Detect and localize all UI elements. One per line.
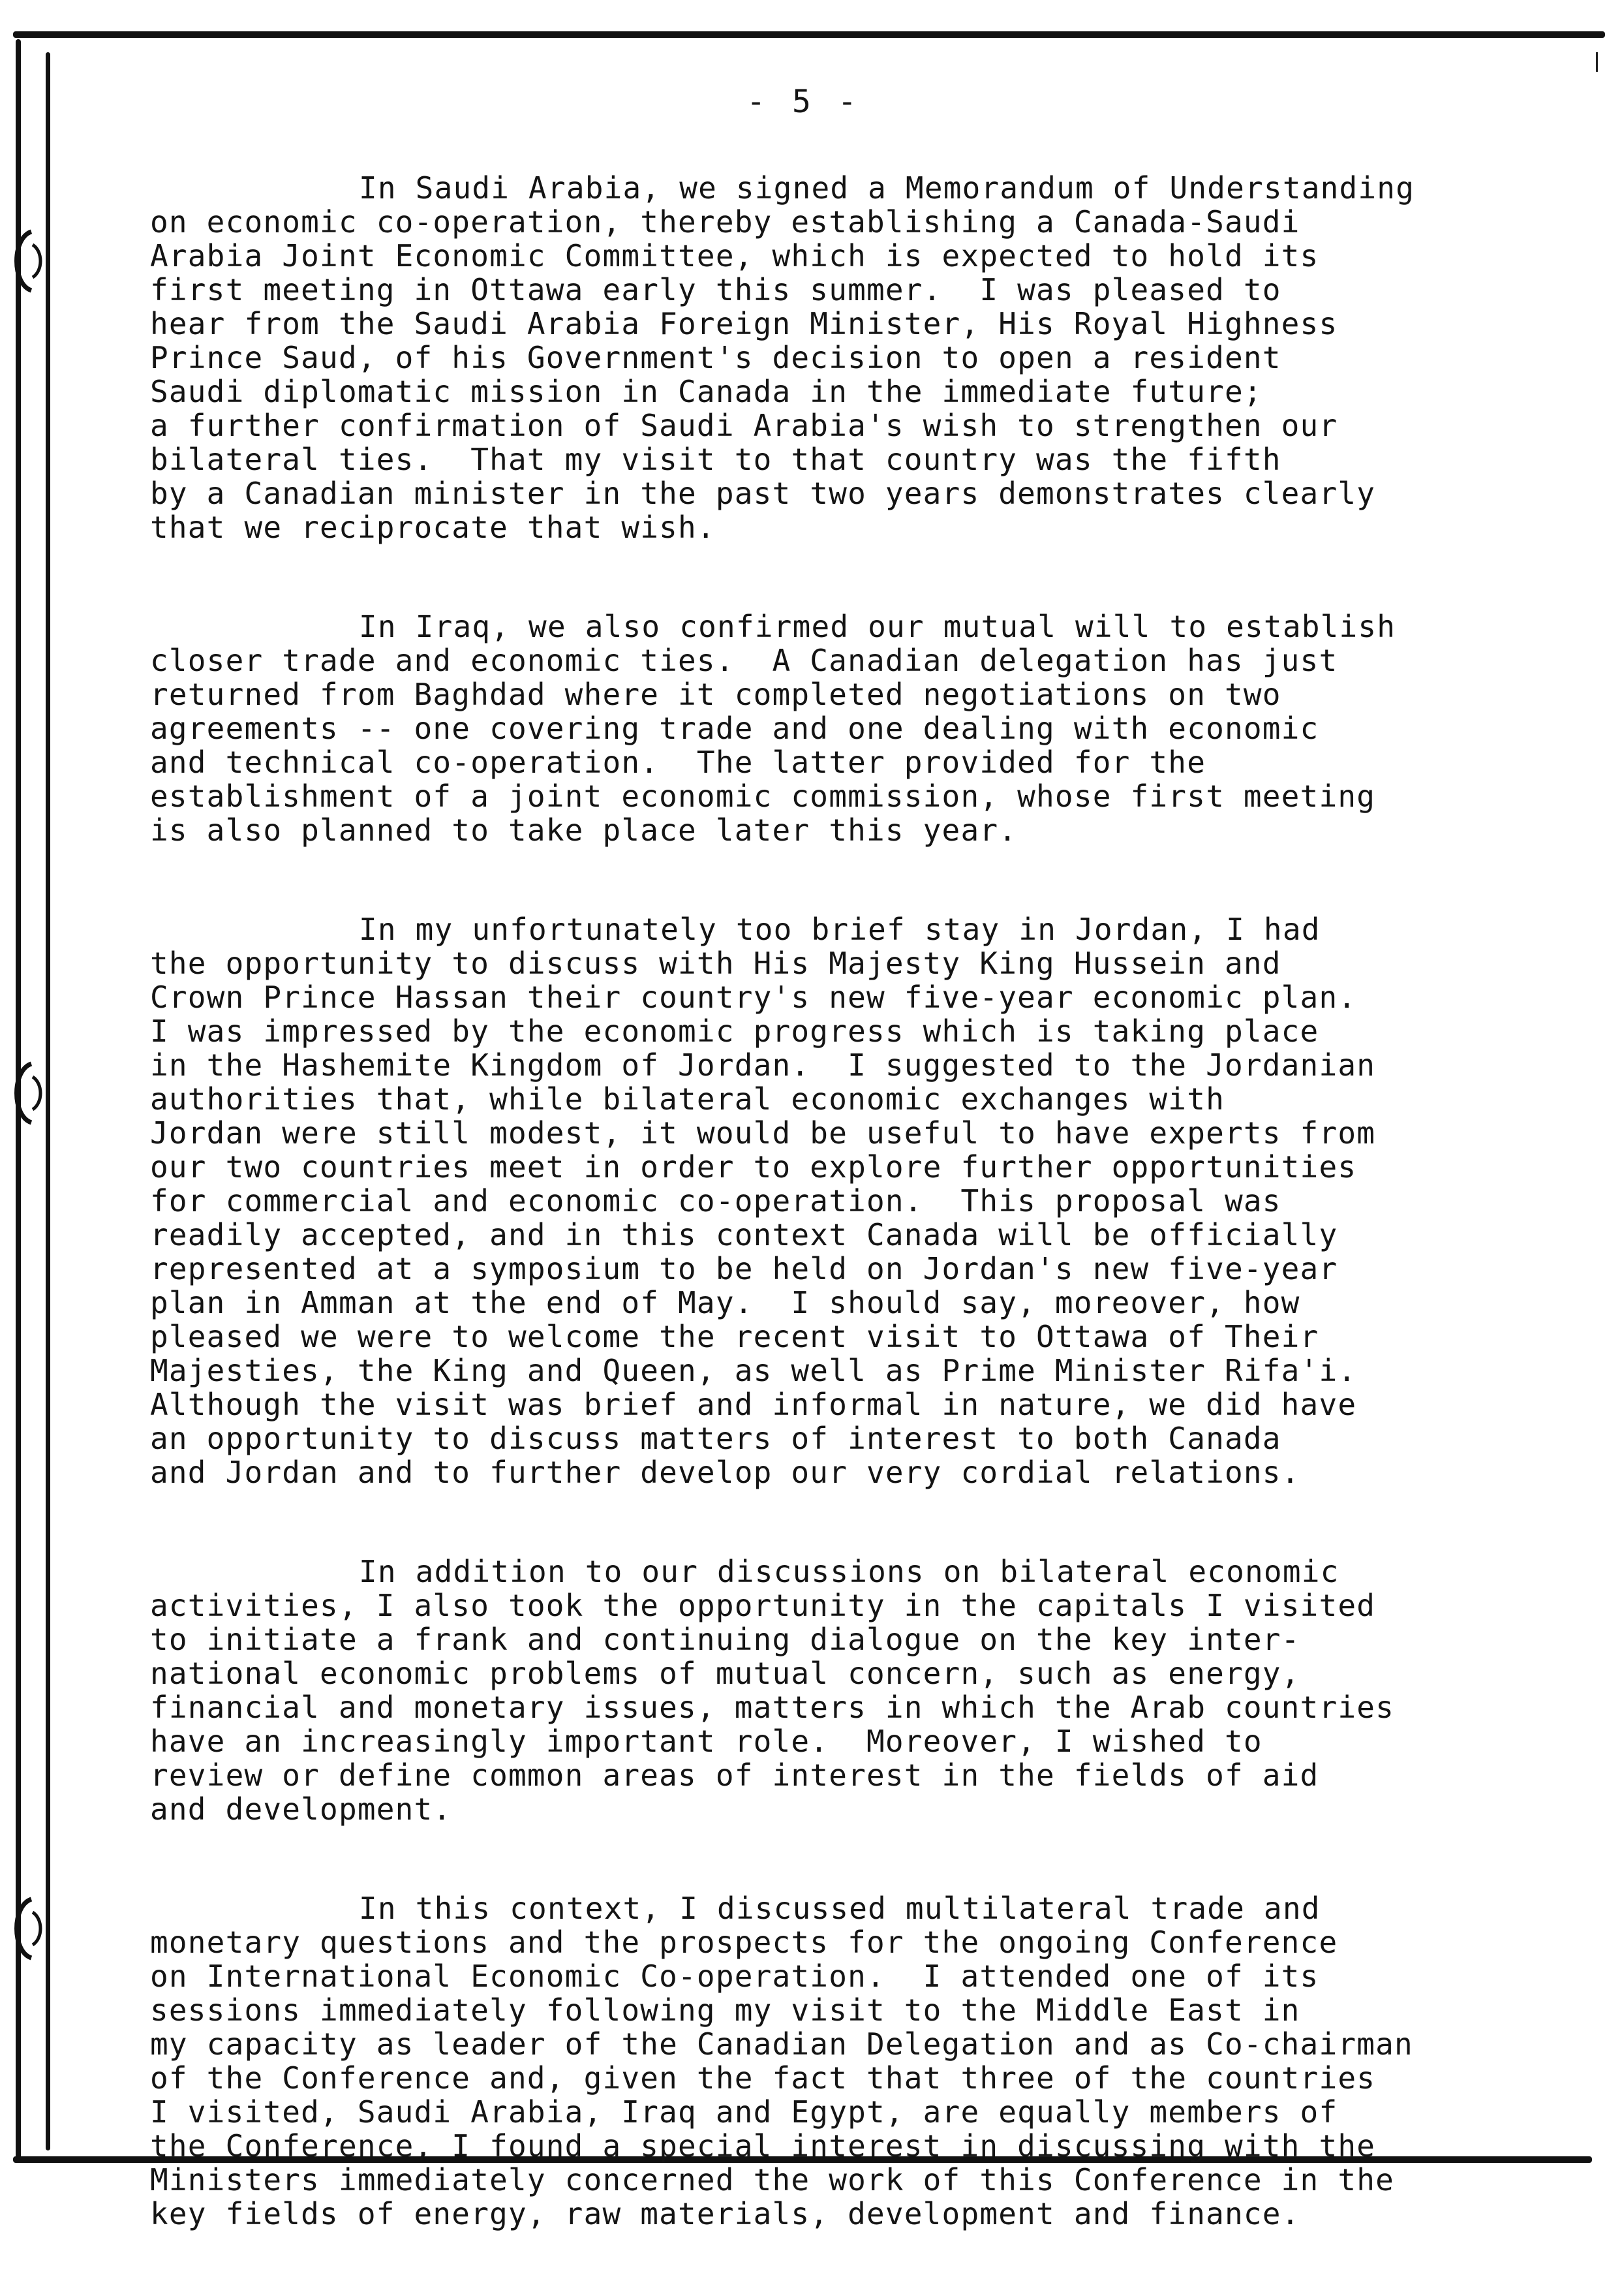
text-line: I visited, Saudi Arabia, Iraq and Egypt, are equally members of bbox=[150, 2094, 1338, 2130]
text-line: establishment of a joint economic commission, whose first meeting bbox=[150, 779, 1376, 814]
text-line: for commercial and economic co-operation. This proposal was bbox=[150, 1183, 1281, 1218]
text-line: an opportunity to discuss matters of interest to both Canada bbox=[150, 1421, 1281, 1456]
paragraph bbox=[150, 171, 1507, 544]
text-line: and technical co-operation. The latter provided for the bbox=[150, 745, 1206, 780]
text-line: and development. bbox=[150, 1792, 452, 1827]
text-line: readily accepted, and in this context Canada will be officially bbox=[150, 1217, 1338, 1252]
text-line: Prince Saud, of his Government's decision to open a resident bbox=[150, 340, 1281, 375]
text-line: have an increasingly important role. Moreover, I wished to bbox=[150, 1724, 1263, 1759]
text-line: sessions immediately following my visit to the Middle East in bbox=[150, 1993, 1300, 2028]
margin-tick-mark bbox=[1596, 52, 1598, 72]
text-line: bilateral ties. That my visit to that country was the fifth bbox=[150, 442, 1281, 477]
text-line: monetary questions and the prospects for the ongoing Conference bbox=[150, 1925, 1338, 1960]
paragraph bbox=[150, 1555, 1507, 1826]
text-line: the Conference, I found a special interest in discussing with the bbox=[150, 2128, 1376, 2164]
text-line: review or define common areas of interest in the fields of aid bbox=[150, 1758, 1319, 1793]
text-line: to initiate a frank and continuing dialogue on the key inter- bbox=[150, 1622, 1300, 1657]
text-line: that we reciprocate that wish. bbox=[150, 510, 716, 545]
binder-ring-icon bbox=[5, 225, 44, 297]
text-line: Arabia Joint Economic Committee, which is expected to hold its bbox=[150, 238, 1319, 273]
text-line: Jordan were still modest, it would be useful to have experts from bbox=[150, 1115, 1376, 1151]
document-body bbox=[150, 171, 1507, 2296]
text-line: key fields of energy, raw materials, development and finance. bbox=[150, 2196, 1300, 2231]
text-line: Crown Prince Hassan their country's new five-year economic plan. bbox=[150, 980, 1357, 1015]
text-line: Majesties, the King and Queen, as well as Prime Minister Rifa'i. bbox=[150, 1353, 1357, 1388]
text-line: by a Canadian minister in the past two years demonstrates clearly bbox=[150, 476, 1376, 511]
paragraph bbox=[150, 610, 1507, 847]
text-line: the opportunity to discuss with His Majesty King Hussein and bbox=[150, 946, 1281, 981]
binder-ring-icon bbox=[5, 1057, 44, 1129]
text-line: is also planned to take place later this year. bbox=[150, 813, 1018, 848]
paragraph bbox=[150, 1891, 1507, 2231]
page-number: - 5 - bbox=[746, 84, 861, 120]
text-line: plan in Amman at the end of May. I should say, moreover, how bbox=[150, 1285, 1300, 1320]
text-line: first meeting in Ottawa early this summer. I was pleased to bbox=[150, 272, 1281, 307]
text-line: closer trade and economic ties. A Canadian delegation has just bbox=[150, 643, 1338, 678]
text-line: In Iraq, we also confirmed our mutual will to establish bbox=[359, 609, 1396, 644]
text-line: In addition to our discussions on bilateral economic bbox=[359, 1554, 1339, 1589]
text-line: hear from the Saudi Arabia Foreign Minister, His Royal Highness bbox=[150, 306, 1338, 341]
text-line: a further confirmation of Saudi Arabia's wish to strengthen our bbox=[150, 408, 1338, 443]
text-line: In this context, I discussed multilateral trade and bbox=[359, 1891, 1321, 1926]
binder-left-rule-inner bbox=[46, 52, 50, 2150]
text-line: national economic problems of mutual concern, such as energy, bbox=[150, 1656, 1300, 1691]
text-line: Saudi diplomatic mission in Canada in the immediate future; bbox=[150, 374, 1263, 409]
text-line: In my unfortunately too brief stay in Jordan, I had bbox=[359, 912, 1321, 947]
text-line: on International Economic Co-operation. I attended one of its bbox=[150, 1959, 1319, 1994]
text-line: our two countries meet in order to explore further opportunities bbox=[150, 1149, 1357, 1185]
text-line: on economic co-operation, thereby establishing a Canada-Saudi bbox=[150, 204, 1300, 240]
binder-ring-icon bbox=[5, 1893, 44, 1964]
text-line: In Saudi Arabia, we signed a Memorandum of Understanding bbox=[359, 170, 1415, 206]
text-line: of the Conference and, given the fact that three of the countries bbox=[150, 2060, 1376, 2096]
binder-top-rule bbox=[13, 31, 1605, 38]
text-line: authorities that, while bilateral economic exchanges with bbox=[150, 1081, 1225, 1117]
text-line: in the Hashemite Kingdom of Jordan. I suggested to the Jordanian bbox=[150, 1047, 1376, 1083]
text-line: activities, I also took the opportunity in the capitals I visited bbox=[150, 1588, 1376, 1623]
text-line: I was impressed by the economic progress which is taking place bbox=[150, 1014, 1319, 1049]
text-line: agreements -- one covering trade and one dealing with economic bbox=[150, 711, 1319, 746]
text-line: Ministers immediately concerned the work of this Conference in the bbox=[150, 2162, 1395, 2197]
text-line: represented at a symposium to be held on Jordan's new five-year bbox=[150, 1251, 1338, 1286]
text-line: my capacity as leader of the Canadian Delegation and as Co-chairman bbox=[150, 2026, 1413, 2062]
paragraph bbox=[150, 912, 1507, 1489]
text-line: and Jordan and to further develop our very cordial relations. bbox=[150, 1455, 1300, 1490]
text-line: Although the visit was brief and informal in nature, we did have bbox=[150, 1387, 1357, 1422]
text-line: returned from Baghdad where it completed negotiations on two bbox=[150, 677, 1281, 712]
text-line: pleased we were to welcome the recent visit to Ottawa of Their bbox=[150, 1319, 1319, 1354]
text-line: financial and monetary issues, matters in which the Arab countries bbox=[150, 1690, 1395, 1725]
